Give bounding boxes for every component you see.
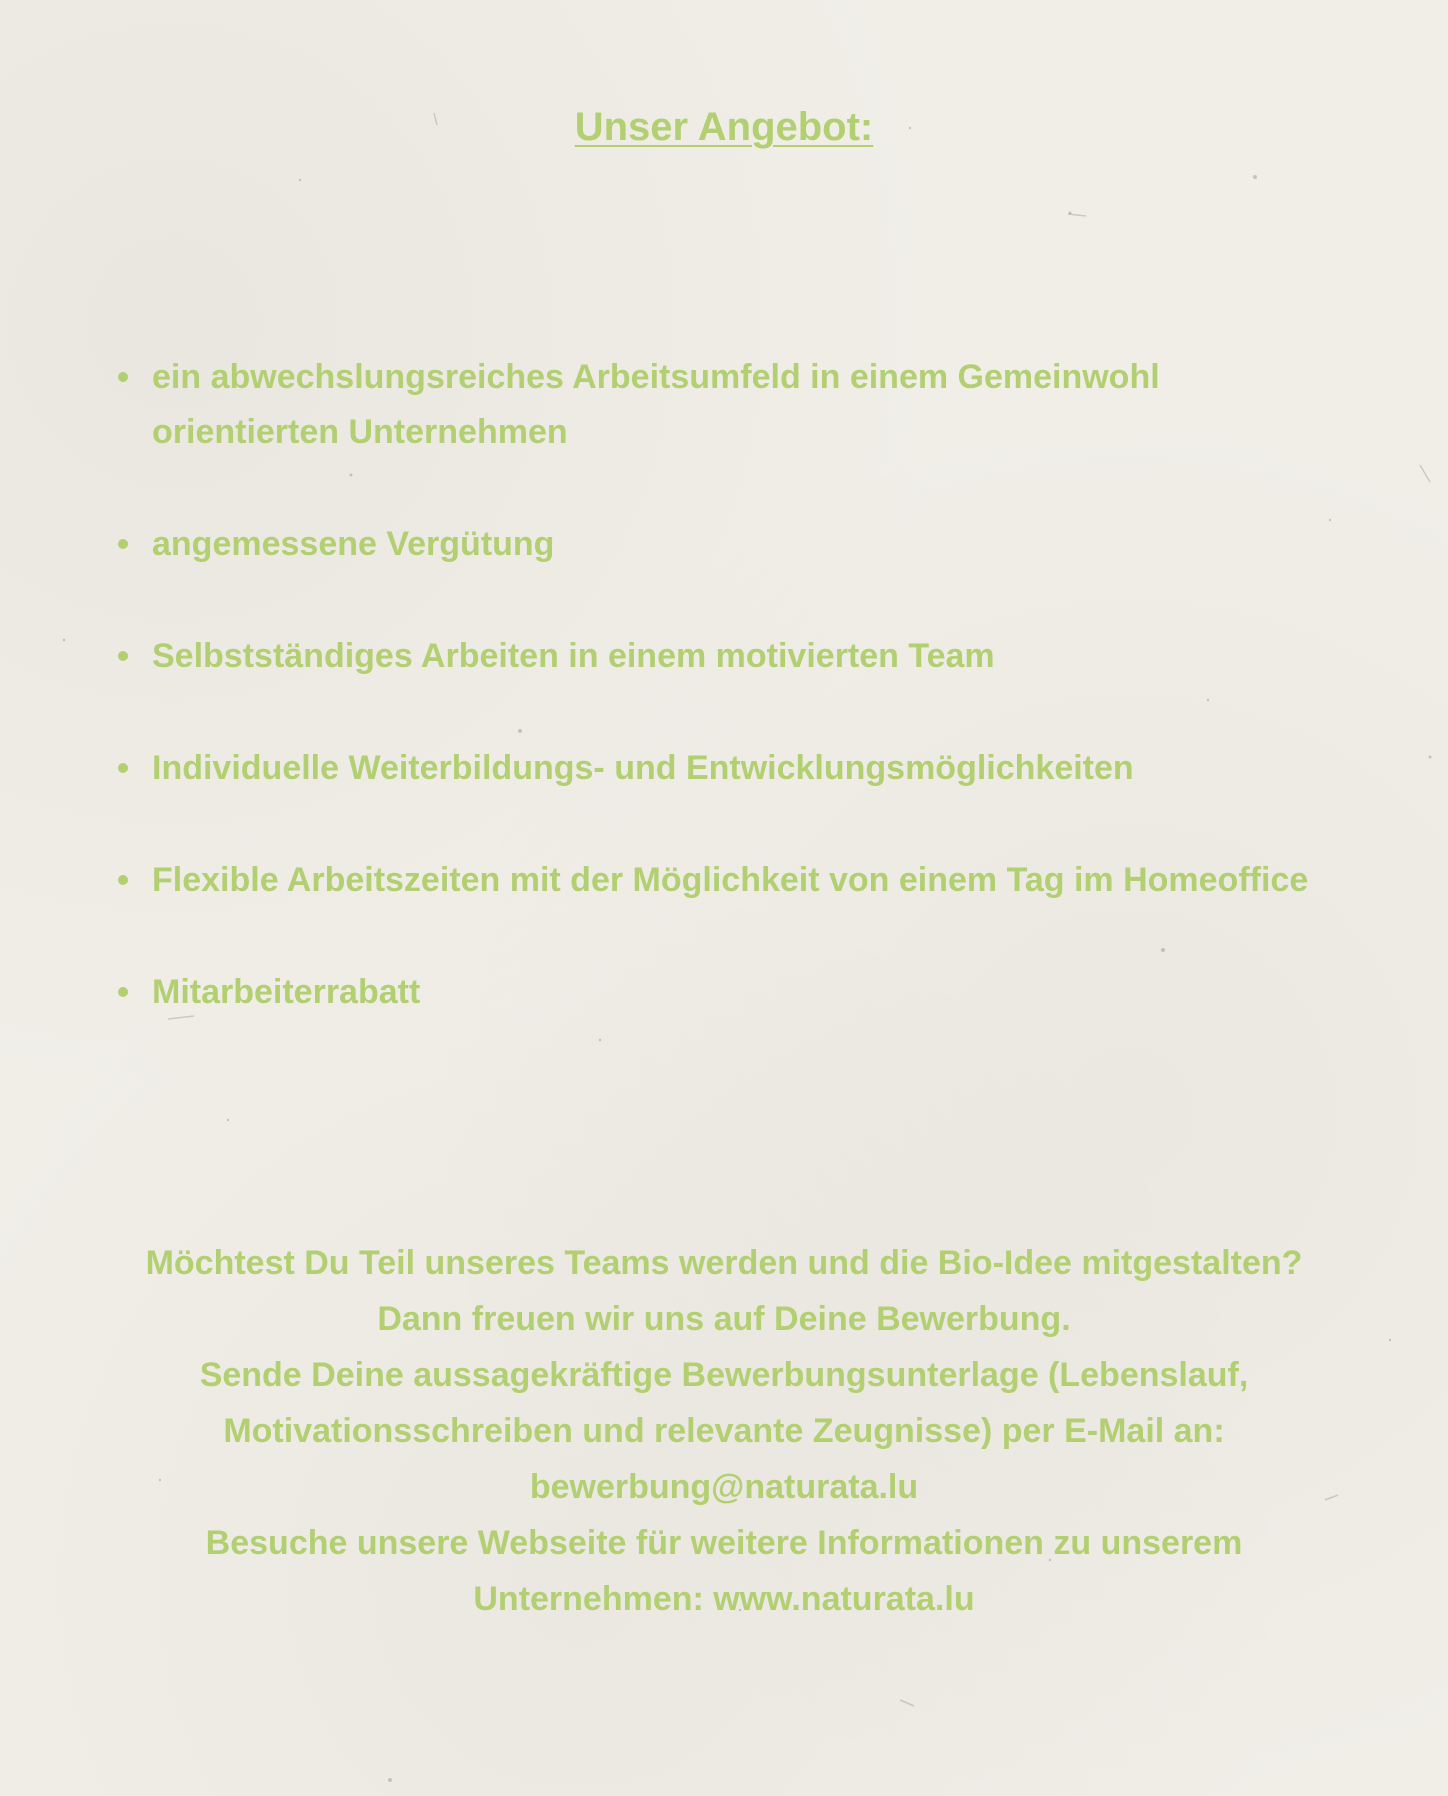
list-item-text: ein abwechslungsreiches Arbeitsumfeld in einem Gemeinwohl orientierten Unternehmen xyxy=(152,358,1160,451)
offer-heading: Unser Angebot: xyxy=(574,105,874,149)
list-item-text: Selbstständiges Arbeiten in einem motivierten Team xyxy=(152,637,995,675)
bullet-icon xyxy=(118,987,128,997)
list-item xyxy=(112,350,1342,460)
list-item xyxy=(112,741,1342,796)
list-item-text: Flexible Arbeitszeiten mit der Möglichkeit von einem Tag im Homeoffice xyxy=(152,861,1309,899)
cta-question: Möchtest Du Teil unseres Teams werden und die Bio-Idee mitgestalten? xyxy=(145,1244,1303,1282)
list-item xyxy=(112,629,1342,684)
list-item xyxy=(112,517,1342,572)
list-item xyxy=(112,853,1342,908)
list-item xyxy=(112,965,1342,1020)
list-item-text: angemessene Vergütung xyxy=(152,525,555,563)
application-call-to-action xyxy=(120,1235,1328,1627)
offer-list xyxy=(112,350,1342,1077)
bullet-icon xyxy=(118,372,128,382)
cta-instructions: Sende Deine aussagekräftige Bewerbungsunterlage (Lebenslauf, Motivationsschreiben und relevante Zeugnisse) per E-Mail an: xyxy=(199,1356,1249,1450)
website-info: Besuche unsere Webseite für weitere Informationen zu unserem Unternehmen: www.naturata.lu xyxy=(205,1524,1243,1618)
list-item-text: Mitarbeiterrabatt xyxy=(152,973,421,1011)
bullet-icon xyxy=(118,875,128,885)
bullet-icon xyxy=(118,651,128,661)
bullet-icon xyxy=(118,539,128,549)
cta-welcome: Dann freuen wir uns auf Deine Bewerbung. xyxy=(377,1300,1071,1338)
bullet-icon xyxy=(118,763,128,773)
list-item-text: Individuelle Weiterbildungs- und Entwicklungsmöglichkeiten xyxy=(152,749,1134,787)
application-email[interactable]: bewerbung@naturata.lu xyxy=(529,1468,919,1506)
